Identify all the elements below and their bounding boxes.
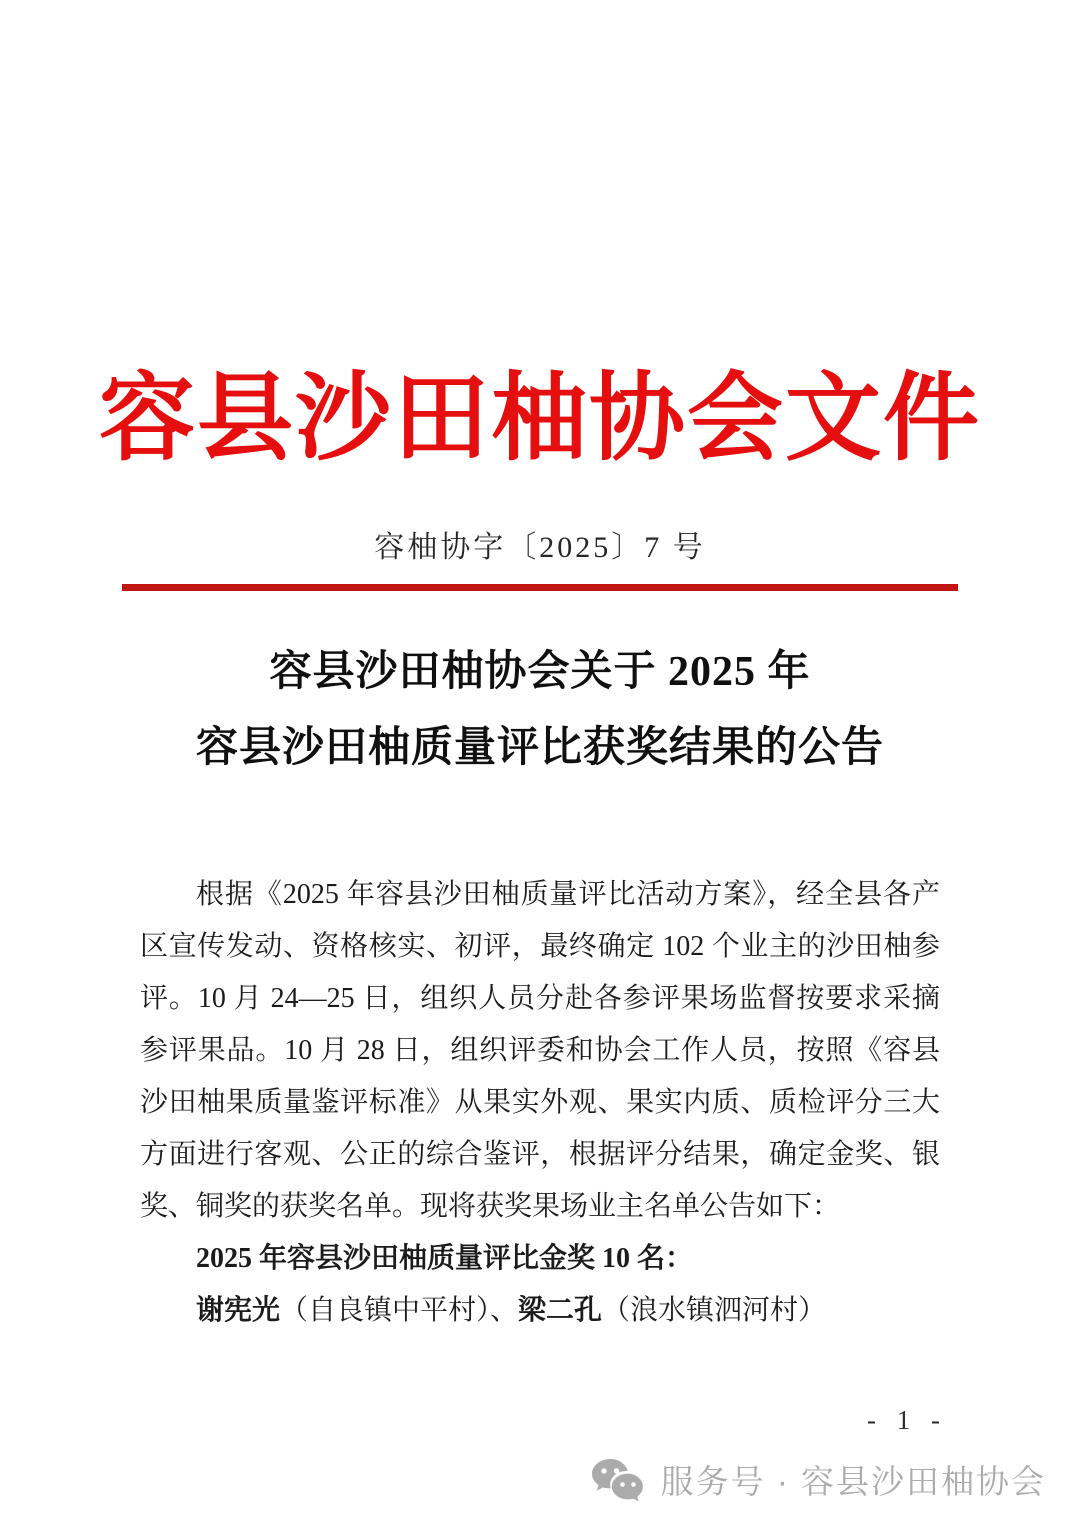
document-title xyxy=(0,634,1080,786)
body-line-1: 根据《2025 年容县沙田柚质量评比活动方案》，经全县各产 xyxy=(196,879,940,910)
document-number: 容柚协字〔2025〕7 号 xyxy=(374,531,706,564)
document-body xyxy=(140,869,940,1337)
body-line-4: 参评果品。10 月 28 日，组织评委和协会工作人员，按照《容县 xyxy=(140,1035,940,1066)
document-title-line2: 容县沙田柚质量评比获奖结果的公告 xyxy=(195,725,884,771)
gold-award-winners xyxy=(140,1285,940,1337)
winner-name-1: 谢宪光 xyxy=(196,1295,281,1326)
page-number: - 1 - xyxy=(867,1405,947,1435)
body-line-2: 区宣传发动、资格核实、初评，最终确定 102 个业主的沙田柚参 xyxy=(140,931,940,962)
body-line-6: 方面进行客观、公正的综合鉴评，根据评分结果，确定金奖、银 xyxy=(140,1139,940,1170)
document-title-line1: 容县沙田柚协会关于 2025 年 xyxy=(269,649,811,695)
winner-location-2: （浪水镇泗河村） xyxy=(602,1295,827,1326)
body-line-5: 沙田柚果质量鉴评标准》从果实外观、果实内质、质检评分三大 xyxy=(140,1087,940,1118)
body-line-3: 评。10 月 24—25 日，组织人员分赴各参评果场监督按要求采摘 xyxy=(140,983,940,1014)
letterhead-title: 容县沙田柚协会文件 xyxy=(99,365,981,472)
winner-name-2: 梁二孔 xyxy=(518,1295,603,1326)
wechat-watermark xyxy=(590,1452,1046,1512)
red-divider-line xyxy=(122,584,958,591)
gold-award-heading: 2025 年容县沙田柚质量评比金奖 10 名： xyxy=(196,1243,694,1274)
wechat-icon xyxy=(590,1456,648,1508)
watermark-text: 服务号 · 容县沙田柚协会 xyxy=(660,1463,1046,1500)
winner-location-1: （自良镇中平村）、 xyxy=(280,1295,519,1326)
body-line-7: 奖、铜奖的获奖名单。现将获奖果场业主名单公告如下： xyxy=(140,1191,841,1222)
